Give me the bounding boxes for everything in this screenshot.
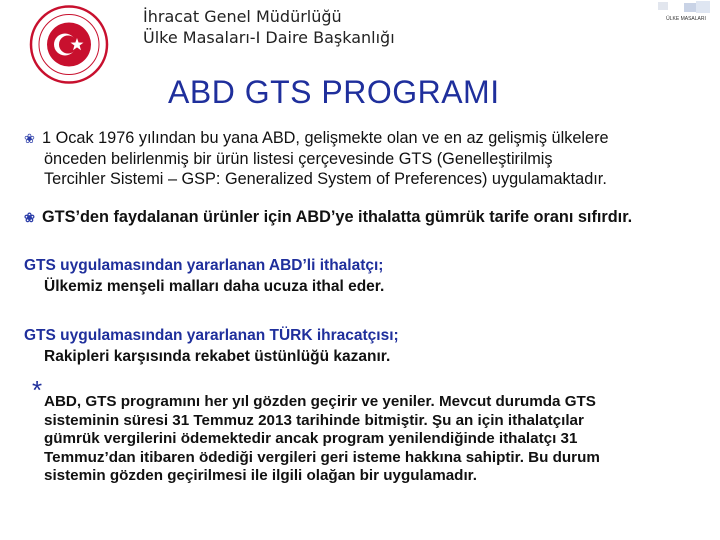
organization-header: [143, 6, 395, 48]
para1-line1: GTS uygulamasından yararlanan ABD’li ithalatçı;: [24, 257, 384, 274]
bullet-icon: ❀: [24, 131, 35, 146]
asterisk-icon: *: [32, 375, 43, 405]
bullet1-line1: 1 Ocak 1976 yılından bu yana ABD, gelişmekte olan ve en az gelişmiş ülkelere: [42, 129, 609, 147]
bullet1-line3: Tercihler Sistemi – GSP: Generalized System of Preferences) uygulamaktadır.: [44, 170, 607, 188]
bullet-item-2: [24, 207, 632, 228]
note-line5: sistemin gözden geçirilmesi ile ilgili olağan bir uygulamadır.: [44, 467, 477, 484]
ulke-masalari-logo-icon: [656, 0, 716, 26]
logo-text: ÜLKE MASALARI: [666, 16, 706, 22]
org-name-line2: Ülke Masaları-I Daire Başkanlığı: [143, 28, 395, 47]
para2-line2: Rakipleri karşısında rekabet üstünlüğü kazanır.: [44, 348, 391, 365]
org-name-line1: İhracat Genel Müdürlüğü: [143, 7, 342, 26]
bullet2-text: GTS’den faydalanan ürünler için ABD’ye ithalatta gümrük tarife oranı sıfırdır.: [42, 208, 633, 226]
note-line3: gümrük vergilerini ödemektedir ancak program yenilendiğinde ithalatçı 31: [44, 430, 578, 447]
note-line4: Temmuz’dan itibaren ödediği vergileri geri isteme hakkına sahiptir. Bu durum: [44, 448, 600, 466]
note-line1: ABD, GTS programını her yıl gözden geçirir ve yeniler. Mevcut durumda GTS: [44, 393, 596, 410]
bullet-icon: ❀: [24, 210, 35, 225]
paragraph-importer: [24, 255, 384, 297]
note-line2: sisteminin süresi 31 Temmuz 2013 tarihinde bitmiştir. Şu an için ithalatçılar: [44, 411, 584, 429]
bullet1-line2: önceden belirlenmiş bir ürün listesi çerçevesinde GTS (Genelleştirilmiş: [44, 150, 553, 168]
note-paragraph: [32, 375, 600, 486]
bullet-item-1: [24, 128, 609, 189]
para1-line2: Ülkemiz menşeli malları daha ucuza ithal eder.: [44, 278, 385, 295]
paragraph-exporter: [24, 325, 399, 367]
page-title: ABD GTS PROGRAMI: [168, 74, 500, 110]
para2-line1: GTS uygulamasından yararlanan TÜRK ihracatçısı;: [24, 327, 399, 344]
ministry-seal-icon: [13, 3, 125, 86]
